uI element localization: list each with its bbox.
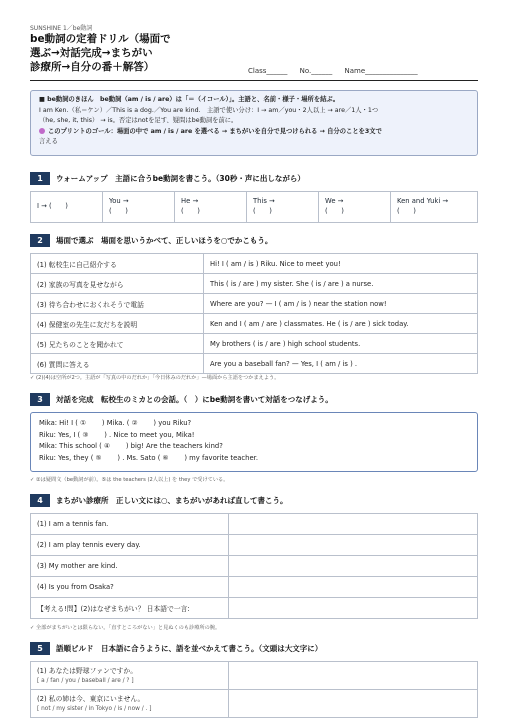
scene-cell: (1) 転校生に自己紹介する — [31, 254, 204, 274]
warmup-cell[interactable] — [103, 192, 175, 222]
section-3-number: 3 — [30, 393, 50, 406]
section-1-title: ウォームアップ 主語に合うbe動詞を書こう。（30秒・声に出しながら） — [56, 174, 305, 183]
answer-cell[interactable] — [229, 535, 478, 556]
word-order-prompt-cell — [31, 662, 229, 690]
section-4-note: ✓ 全部がまちがいとは限らない。「直すところがない」と見ぬくのも診療所の腕。 — [30, 625, 221, 631]
scene-choice-table — [30, 253, 478, 374]
name-field[interactable]: Name_______________ — [344, 67, 418, 75]
section-5-header — [30, 642, 478, 656]
number-field[interactable]: No.______ — [299, 67, 333, 75]
warmup-prompt: He → — [181, 197, 199, 205]
warmup-cell[interactable] — [319, 192, 391, 222]
word-order-table — [30, 661, 478, 718]
dialogue-line[interactable]: Riku: Yes, I ( ③ ) . Nice to meet you, Mika! — [39, 430, 195, 439]
warmup-prompt: You → — [109, 197, 129, 205]
title-line-3: 診療所→自分の番＋解答） — [30, 61, 155, 73]
word-order-prompt-cell — [31, 690, 229, 718]
warmup-blank: ( ) — [325, 207, 344, 215]
section-1-number: 1 — [30, 172, 50, 185]
info-goal-line — [39, 127, 469, 138]
section-5-number: 5 — [30, 642, 50, 655]
table-row — [31, 334, 478, 354]
table-row — [31, 254, 478, 274]
section-2-note: ✓ (2)(4)は空所が2つ。主語が「写真の中のだれか」「今日休みのだれか」—場面から主語をつかまえよう。 — [30, 375, 280, 381]
warmup-blank: ( ) — [109, 207, 128, 215]
warmup-prompt: We → — [325, 197, 344, 205]
sentence-cell[interactable]: Where are you? — I ( am / is ) near the station now! — [204, 294, 478, 314]
class-field[interactable]: Class______ — [248, 67, 288, 75]
header-divider — [30, 80, 478, 81]
title-line-1: be動詞の定着ドリル（場面で — [30, 33, 171, 45]
warmup-prompt: I → ( ) — [37, 202, 68, 210]
sentence-cell: (4) Is you from Osaka? — [31, 577, 229, 598]
scene-cell: (5) 兄たちのことを聞かれて — [31, 334, 204, 354]
section-3-title: 対話を完成 転校生のミカとの会話。（ ）にbe動詞を書いて対話をつなげよう。 — [56, 395, 333, 404]
answer-cell[interactable] — [229, 514, 478, 535]
student-info-row — [248, 67, 428, 75]
thinking-question-cell: 【考える!問】(2)はなぜまちがい？ 日本語で一言: — [31, 598, 229, 619]
table-row — [31, 274, 478, 294]
answer-cell[interactable] — [229, 577, 478, 598]
dialogue-line[interactable]: Mika: This school ( ④ ) big! Are the teachers kind? — [39, 442, 223, 450]
worksheet-title — [30, 32, 220, 74]
table-row — [31, 514, 478, 535]
table-row — [31, 577, 478, 598]
sentence-cell: (2) I am play tennis every day. — [31, 535, 229, 556]
be-verb-basics-box — [30, 90, 478, 156]
warmup-row — [30, 191, 478, 223]
info-line-3: （he, she, it, this） → is。否定はnotを足す、疑問はbe動詞を前に。 — [39, 117, 238, 124]
sentence-cell: (1) I am a tennis fan. — [31, 514, 229, 535]
warmup-prompt: This → — [253, 197, 275, 205]
word-bank: [ a / fan / you / baseball / are / ? ] — [37, 677, 134, 684]
section-3-note: ✓ ②は疑問文（be動詞が前）。⑤は the teachers (2人以上) を they で受けている。 — [30, 477, 229, 483]
word-bank: [ not / my sister / in Tokyo / is / now / . ] — [37, 705, 152, 712]
answer-cell[interactable] — [229, 556, 478, 577]
scene-cell: (3) 待ち合わせにおくれそうで電話 — [31, 294, 204, 314]
section-4-title: まちがい診療所 正しい文には○、まちがいがあれば直して書こう。 — [56, 496, 288, 505]
section-2-title: 場面で選ぶ 場面を思いうかべて、正しいほうを○でかこもう。 — [56, 236, 273, 245]
dialogue-box — [30, 412, 478, 472]
answer-cell[interactable] — [229, 690, 478, 718]
warmup-cell[interactable] — [247, 192, 319, 222]
info-line-2: I am Ken.（私＝ケン）／This is a dog.／You are kind. 主語で使い分け：I → am／you・2人以上 → are／1人・1つ — [39, 106, 379, 114]
scene-cell: (4) 保健室の先生に友だちを説明 — [31, 314, 204, 334]
scene-cell: (6) 質問に答える — [31, 354, 204, 374]
goal-icon — [39, 128, 45, 134]
title-line-2: 選ぶ→対話完成→まちがい — [30, 47, 153, 59]
section-3-header — [30, 393, 478, 407]
section-4-header — [30, 494, 478, 508]
warmup-cell[interactable] — [391, 192, 477, 222]
japanese-sentence: (1) あなたは野球ファンですか。 — [37, 666, 138, 675]
sentence-cell[interactable]: Are you a baseball fan? — Yes, I ( am / is ) . — [204, 354, 478, 374]
header-course-label: SUNSHINE 1／be動詞 — [30, 25, 93, 32]
table-row — [31, 556, 478, 577]
table-row — [31, 535, 478, 556]
scene-cell: (2) 家族の写真を見せながら — [31, 274, 204, 294]
sentence-cell[interactable]: Hi! I ( am / is ) Riku. Nice to meet you! — [204, 254, 478, 274]
sentence-cell[interactable]: My brothers ( is / are ) high school students. — [204, 334, 478, 354]
answer-cell[interactable] — [229, 598, 478, 619]
japanese-sentence: (2) 私の姉は今、東京にいません。 — [37, 694, 145, 703]
warmup-blank: ( ) — [253, 207, 272, 215]
warmup-cell[interactable] — [31, 192, 103, 222]
table-row — [31, 690, 478, 718]
table-row — [31, 294, 478, 314]
info-line-4: このプリントのゴール：場面の中で am / is / are を選べる → まちがいを自分で見つけられる → 自分のことを3文で — [48, 127, 382, 135]
table-row — [31, 314, 478, 334]
warmup-prompt: Ken and Yuki → — [397, 197, 449, 205]
error-clinic-table — [30, 513, 478, 619]
sentence-cell[interactable]: Ken and I ( am / are ) classmates. He ( is / are ) sick today. — [204, 314, 478, 334]
answer-cell[interactable] — [229, 662, 478, 690]
table-row — [31, 354, 478, 374]
section-1-header — [30, 172, 478, 186]
section-2-number: 2 — [30, 234, 50, 247]
table-row — [31, 662, 478, 690]
sentence-cell: (3) My mother are kind. — [31, 556, 229, 577]
section-4-number: 4 — [30, 494, 50, 507]
info-line-5: 言える — [39, 138, 58, 145]
table-row — [31, 598, 478, 619]
dialogue-line[interactable]: Riku: Yes, they ( ⑤ ) . Ms. Sato ( ⑥ ) my favorite teacher. — [39, 453, 258, 462]
section-2-header — [30, 234, 478, 248]
warmup-blank: ( ) — [181, 207, 200, 215]
dialogue-line[interactable]: Mika: Hi! I ( ① ) Mika. ( ② ) you Riku? — [39, 419, 192, 427]
sentence-cell[interactable]: This ( is / are ) my sister. She ( is / are ) a nurse. — [204, 274, 478, 294]
warmup-cell[interactable] — [175, 192, 247, 222]
info-line-1: ■ be動詞のきほん be動詞（am / is / are）は「＝（イコール）」。主語と、名前・様子・場所を結ぶ。 — [39, 96, 340, 103]
section-5-title: 語順ビルド 日本語に合うように、語を並べかえて書こう。（文頭は大文字に） — [56, 644, 323, 653]
warmup-blank: ( ) — [397, 207, 416, 215]
